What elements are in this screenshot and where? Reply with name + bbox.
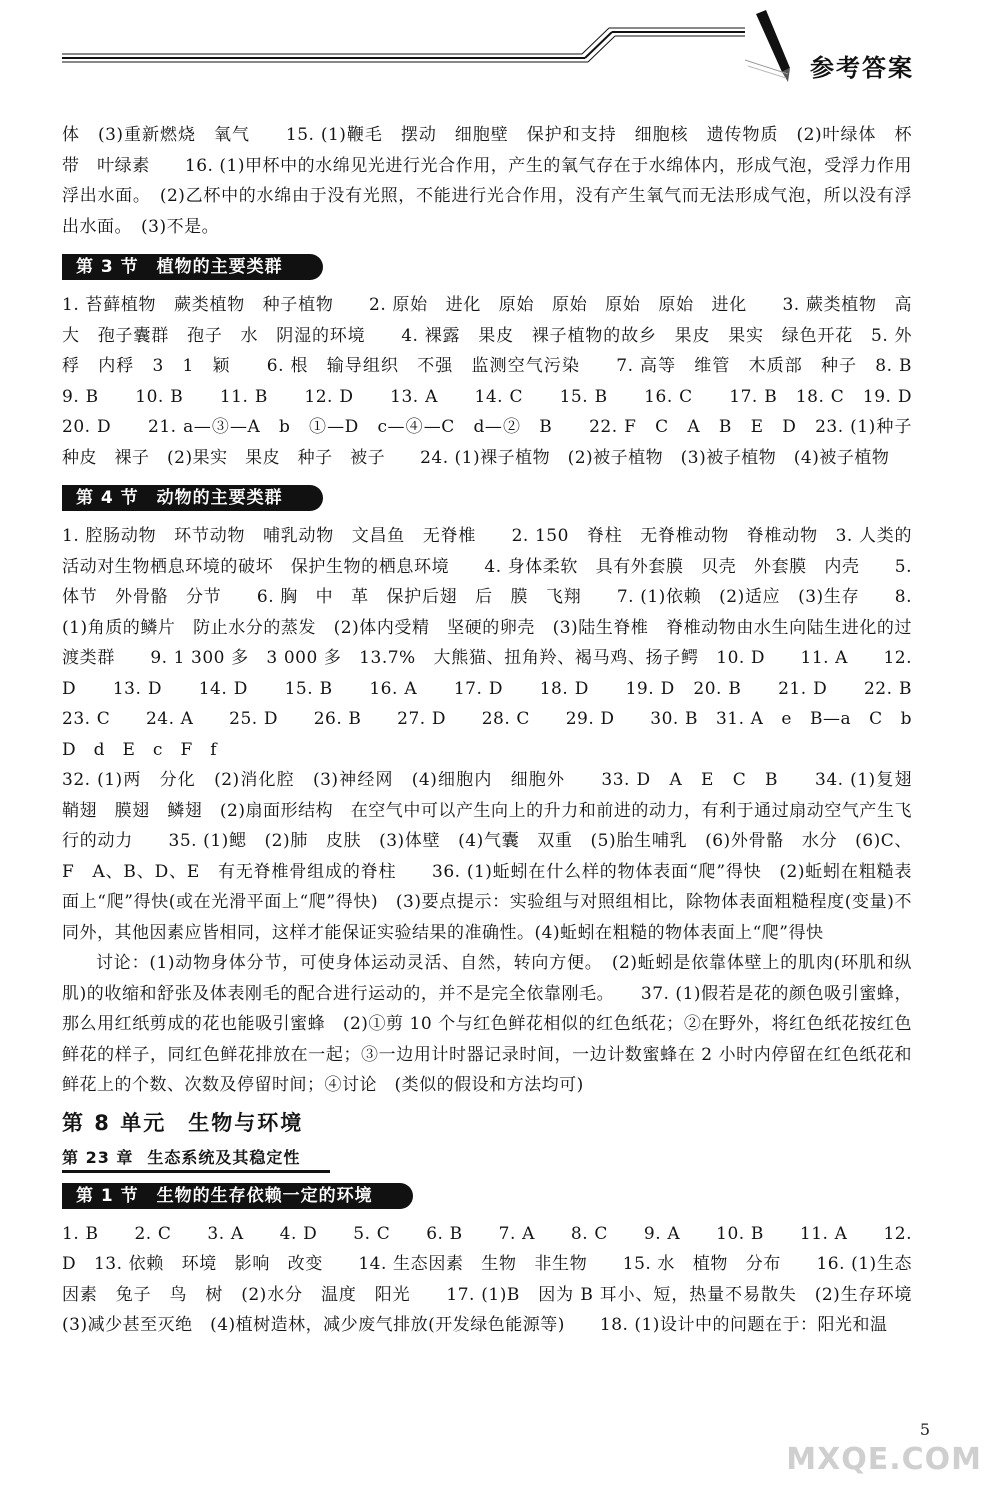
- answer-content: [62, 120, 947, 1341]
- section-title: 植物的主要类群: [156, 257, 283, 277]
- chapter-title: 生态系统及其稳定性: [147, 1147, 301, 1167]
- section-number: 第 4 节: [76, 488, 139, 508]
- section-number: 第 3 节: [76, 257, 139, 277]
- paragraph-plant-answers: 1. 苔藓植物 蕨类植物 种子植物 2. 原始 进化 原始 原始 原始 原始 进化 3. 蕨类植物 高大 孢子囊群 孢子 水 阴湿的环境 4. 裸露 果皮 裸子植物的故乡 果皮 果实 绿色开花 5. 外稃 内稃 3 1 颖 6. 根 输导组织 不强 监测空气污染 7. 高等 维管 木质部 种子 8. B 9. B 10. B 11. B 12. D 13. A 14. C 15. B 16. C 17. B 18. C 19. D 20. D 21. a—③—A b ①—D c—④—C d—② B 22. F C A B E D 23. (1)种子 种皮 裸子 (2)果实 果皮 种子 被子 24. (1)裸子植物 (2)被子植物 (3)被子植物 (4)被子植物: [62, 295, 947, 468]
- section-number: 第 1 节: [76, 1185, 139, 1206]
- chapter-number: 第 23 章: [62, 1147, 134, 1167]
- paragraph-animal-answers-cont: 32. (1)两 分化 (2)消化腔 (3)神经网 (4)细胞内 细胞外 33. D A E C B 34. (1)复翅 鞘翅 膜翅 鳞翅 (2)扇面形结构 在空气中可以产生向上的升力和前进的动力，有利于通过扇动空气产生飞行的动力 35. (1)鳃 (2)肺 皮肤 (3)体壁 (4)气囊 双重 (5)胎生哺乳 (6)外骨骼 水分 (6)C、F A、B、D、E 有无脊椎骨组成的脊柱 36. (1)蚯蚓在什么样的物体表面“爬”得快 (2)蚯蚓在粗糙表面上“爬”得快(或在光滑平面上“爬”得快) (3)要点提示：实验组与对照组相比，除物体表面粗糙程度(变量)不同外，其他因素应皆相同，这样才能保证实验结果的准确性。(4)蚯蚓在粗糙的物体表面上“爬”得快: [62, 770, 930, 943]
- paragraph-previous-answers: 体 (3)重新燃烧 氧气 15. (1)鞭毛 摆动 细胞壁 保护和支持 细胞核 遗传物质 (2)叶绿体 杯 带 叶绿素 16. (1)甲杯中的水绵见光进行光合作用，产生的氧气存在于水绵体内，形成气泡，受浮力作用浮出水面。 (2)乙杯中的水绵由于没有光照，不能进行光合作用，没有产生氧气而无法形成气泡，所以没有浮出水面。 (3)不是。: [62, 125, 930, 237]
- paragraph-discussion: 讨论：(1)动物身体分节，可使身体运动灵活、自然，转向方便。 (2)蚯蚓是依靠体壁上的肌肉(环肌和纵肌)的收缩和舒张及体表刚毛的配合进行运动的，并不是完全依靠刚毛。 37. (1)假若是花的颜色吸引蜜蜂，那么用红纸剪成的花也能吸引蜜蜂 (2)①剪 10 个与红色鲜花相似的红色纸花；②在野外，将红色纸花按红色鲜花的样子，同红色鲜花排放在一起；③一边用计时器记录时间，一边计数蜜蜂在 2 小时内停留在红色纸花和鲜花上的个数、次数及停留时间；④讨论 (类似的假设和方法均可): [62, 953, 912, 1095]
- unit-number: 第 8 单元: [62, 1110, 167, 1135]
- section-heading-animal-groups: [62, 485, 323, 511]
- paragraph-animal-answers: 1. 腔肠动物 环节动物 哺乳动物 文昌鱼 无脊椎 2. 150 脊柱 无脊椎动物 脊椎动物 3. 人类的活动对生物栖息环境的破坏 保护生物的栖息环境 4. 身体柔软 具有外套膜 贝壳 外套膜 内壳 5. 体节 外骨骼 分节 6. 胸 中 革 保护后翅 后 膜 飞翔 7. (1)依赖 (2)适应 (3)生存 8. (1)角质的鳞片 防止水分的蒸发 (2)体内受精 坚硬的卵壳 (3)陆生脊椎 脊椎动物由水生向陆生进化的过渡类群 9. 1 300 多 3 000 多 13.7% 大熊猫、扭角羚、褐马鸡、扬子鳄 10. D 11. A 12. D 13. D 14. D 15. B 16. A 17. D 18. D 19. D 20. B 21. D 22. B 23. C 24. A 25. D 26. B 27. D 28. C 29. D 30. B 31. A e B—a C b D d E c F f: [62, 526, 947, 760]
- header-title: 参考答案: [810, 54, 914, 82]
- unit-title: 生物与环境: [188, 1110, 304, 1135]
- section-title: 生物的生存依赖一定的环境: [156, 1185, 373, 1206]
- paragraph-environment-answers: 1. B 2. C 3. A 4. D 5. C 6. B 7. A 8. C 9. A 10. B 11. A 12. D 13. 依赖 环境 影响 改变 14. 生态因素 生物 非生物 15. 水 植物 分布 16. (1)生态因素 兔子 鸟 树 (2)水分 温度 阳光 17. (1)B 因为 B 耳小、短，热量不易散失 (2)生存环境 (3)减少甚至灭绝 (4)植树造林，减少废气排放(开发绿色能源等) 18. (1)设计中的问题在于：阳光和温: [62, 1223, 930, 1335]
- section-title: 动物的主要类群: [156, 488, 283, 508]
- page-header: [0, 0, 1000, 100]
- chapter-heading: [62, 1145, 330, 1173]
- unit-heading: [62, 1107, 912, 1137]
- section-heading-plant-groups: [62, 254, 323, 280]
- page-number: 5: [919, 1420, 930, 1439]
- section-heading-environment: [62, 1183, 413, 1209]
- pen-icon: [745, 10, 790, 82]
- watermark: MXQE.COM: [786, 1442, 982, 1477]
